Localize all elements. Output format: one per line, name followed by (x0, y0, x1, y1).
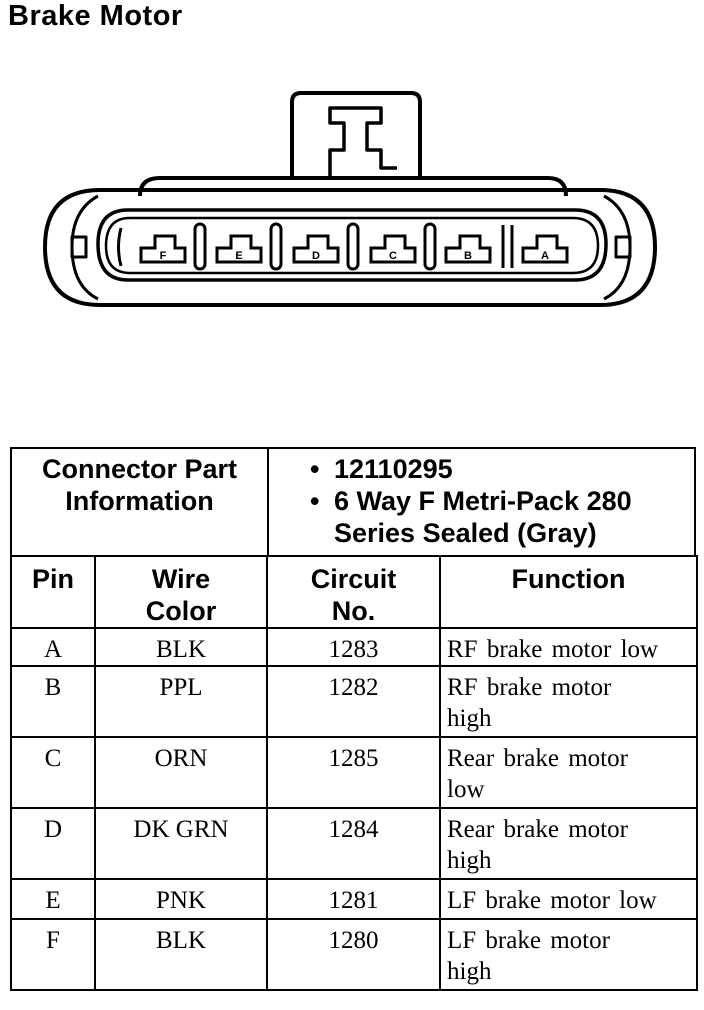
pin-cell: A (11, 628, 95, 666)
table-row (11, 879, 697, 919)
wire-color-cell: BLK (95, 628, 267, 666)
cavity-c (371, 236, 415, 262)
circuit-cell: 1280 (267, 919, 440, 990)
table-row (11, 919, 697, 990)
table-row (11, 628, 697, 666)
table-row (11, 666, 697, 737)
connector-info-values: • 12110295 • 6 Way F Metri-Pack 280 Series Sealed (Gray) (270, 449, 690, 559)
wire-color-cell: BLK (95, 919, 267, 990)
pin-table (10, 555, 698, 991)
cavity-f (141, 236, 185, 262)
cavity-label: F (159, 250, 167, 262)
cavity-label: A (541, 250, 549, 262)
cavity-label: D (312, 250, 320, 262)
cavity-label: C (389, 250, 397, 262)
function-cell: RF brake motor high (440, 666, 697, 737)
circuit-cell: 1285 (267, 737, 440, 808)
header-wire-color: Wire Color (95, 556, 267, 628)
pin-cell: F (11, 919, 95, 990)
header-circuit: Circuit No. (267, 556, 440, 628)
function-cell: Rear brake motor high (440, 808, 697, 879)
pin-cell: B (11, 666, 95, 737)
function-cell: Rear brake motor low (440, 737, 697, 808)
circuit-cell: 1282 (267, 666, 440, 737)
circuit-cell: 1281 (267, 879, 440, 919)
cavity-b (446, 236, 490, 262)
wire-color-cell: PNK (95, 879, 267, 919)
wire-color-cell: DK GRN (95, 808, 267, 879)
connector-info-label: Connector Part Information (12, 449, 269, 555)
function-cell: LF brake motor high (440, 919, 697, 990)
part-number: • 12110295 (310, 454, 453, 484)
pin-cell: C (11, 737, 95, 808)
connector-info-box (10, 447, 696, 557)
table-row (11, 737, 697, 808)
connector-description: • 6 Way F Metri-Pack 280 (310, 486, 632, 516)
cavity-a (523, 236, 567, 262)
function-cell: RF brake motor low (440, 628, 697, 666)
cavity-d (294, 236, 338, 262)
cavity-e (217, 236, 261, 262)
circuit-cell: 1283 (267, 628, 440, 666)
page-title: Brake Motor (8, 0, 183, 32)
cavity-label: E (235, 250, 243, 262)
connector-latch (292, 93, 420, 180)
pin-cell: E (11, 879, 95, 919)
function-cell: LF brake motor low (440, 879, 697, 919)
pin-table-header (11, 556, 697, 628)
table-row (11, 808, 697, 879)
wire-color-cell: ORN (95, 737, 267, 808)
header-pin: Pin (11, 556, 95, 628)
circuit-cell: 1284 (267, 808, 440, 879)
pin-cell: D (11, 808, 95, 879)
connector-diagram (0, 0, 704, 330)
header-function: Function (440, 556, 697, 628)
wire-color-cell: PPL (95, 666, 267, 737)
cavity-label: B (464, 250, 472, 262)
